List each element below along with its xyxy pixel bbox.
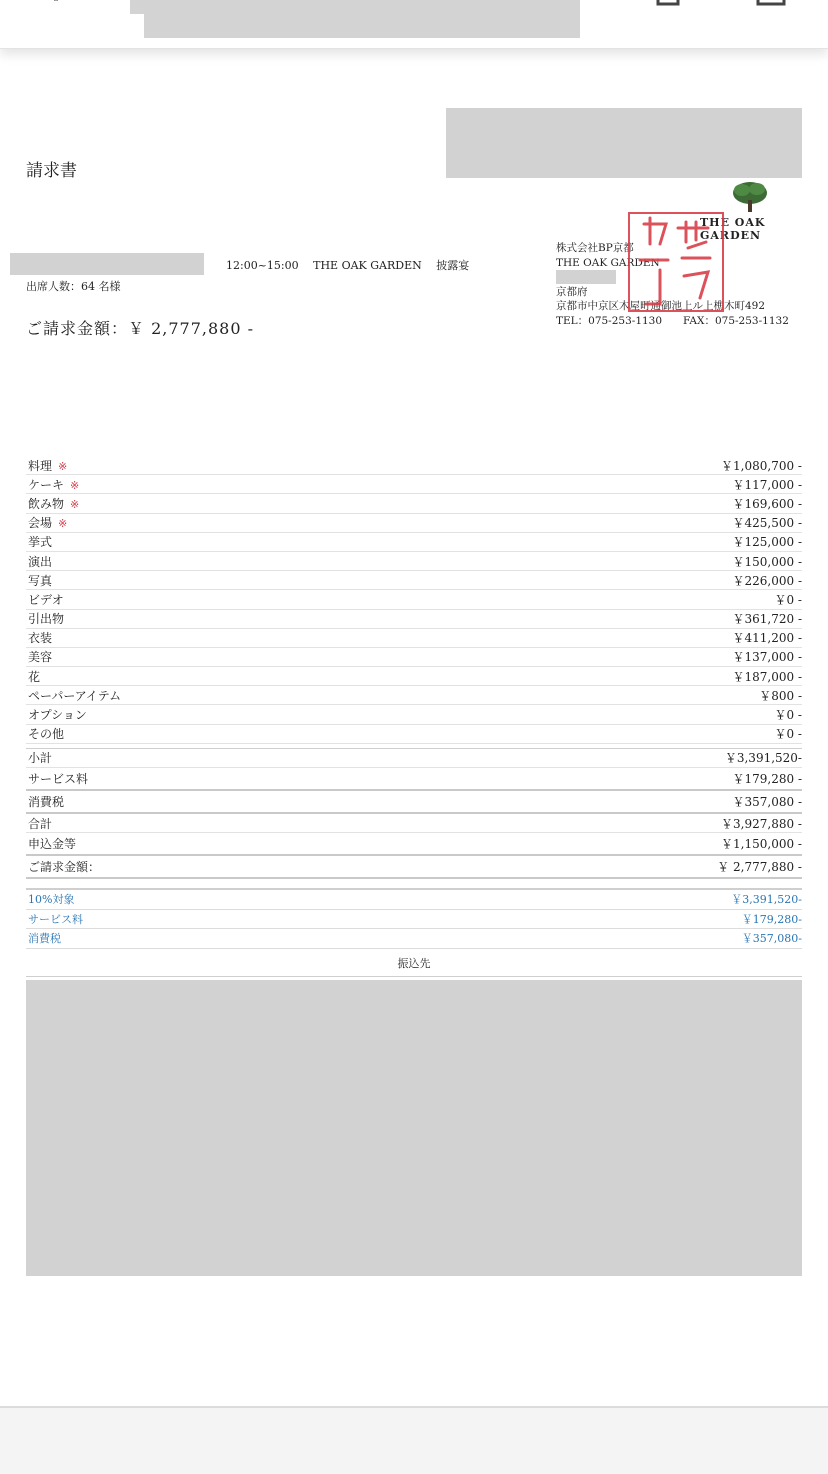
line-item-row: [26, 456, 802, 475]
company-line: 京都市中京区木屋町通御池上ル上樵木町492: [556, 300, 766, 312]
line-item-label: オプション: [28, 708, 87, 723]
line-item-amount: ￥169,600 -: [732, 496, 802, 511]
line-item-amount: ￥187,000 -: [732, 669, 802, 684]
redacted-block: [446, 108, 802, 178]
invoice-line-items: [26, 456, 802, 879]
line-item-label: その他: [28, 727, 65, 742]
bottom-navigation-bar: [0, 1406, 828, 1474]
line-item-label: ケーキ: [28, 477, 65, 492]
line-item-row: [26, 571, 802, 590]
line-item-label: 料理: [28, 458, 53, 473]
redacted-bank-details: [26, 980, 802, 1276]
billing-total-heading: ご請求金額：￥ 2,777,880 -: [26, 319, 255, 338]
line-item-row: [26, 705, 802, 724]
total-row: 合計 ￥3,927,880 -: [26, 814, 802, 833]
close-icon[interactable]: [36, 0, 76, 14]
tax-row: 消費税 ￥357,080-: [26, 929, 802, 949]
line-item-row: [26, 533, 802, 552]
viewer-toolbar: [0, 0, 828, 49]
line-item-amount: ￥0 -: [774, 727, 802, 742]
line-item-row: [26, 610, 802, 629]
company-line: 株式会社BP京都: [556, 242, 634, 254]
line-item-row: [26, 648, 802, 667]
line-item-amount: ￥425,500 -: [732, 516, 802, 531]
redacted-title: [130, 0, 580, 14]
line-item-label: 会場: [28, 516, 53, 531]
line-item-label: ペーパーアイテム: [28, 688, 122, 703]
line-item-row: [26, 475, 802, 494]
line-item-row: [26, 590, 802, 609]
company-line: THE OAK GARDEN: [556, 256, 660, 269]
company-line: 京都府: [556, 285, 588, 298]
line-item-amount: ￥411,200 -: [732, 631, 802, 646]
line-item-label: 挙式: [28, 535, 53, 550]
line-item-row: [26, 494, 802, 513]
subtotal-row: 小計 ￥3,391,520-: [26, 749, 802, 768]
line-item-label: 美容: [28, 650, 53, 665]
line-item-amount: ￥226,000 -: [732, 573, 802, 588]
bank-transfer-label: 振込先: [397, 957, 431, 970]
invoice-document: [0, 50, 828, 1410]
line-item-row: [26, 514, 802, 533]
line-item-amount: ￥0 -: [774, 708, 802, 723]
redacted-postal: [556, 270, 616, 284]
guest-count: 出席人数：64 名様: [26, 280, 121, 293]
line-item-row: [26, 629, 802, 648]
redacted-title: [144, 14, 580, 38]
line-item-amount: ￥150,000 -: [732, 554, 802, 569]
share-icon[interactable]: [652, 0, 700, 16]
reduced-tax-mark: ※: [70, 497, 80, 511]
line-item-row: [26, 725, 802, 744]
line-item-row: [26, 667, 802, 686]
redacted-client-name: [10, 253, 204, 275]
reduced-tax-mark: ※: [58, 459, 68, 473]
line-item-label: 飲み物: [28, 496, 65, 511]
reduced-tax-mark: ※: [70, 478, 80, 492]
company-seal-stamp: [628, 212, 724, 312]
line-item-amount: ￥117,000 -: [732, 477, 802, 492]
line-item-amount: ￥0 -: [774, 592, 802, 607]
line-item-label: 引出物: [28, 612, 65, 627]
document-title: 請求書: [26, 161, 77, 181]
service-charge-row: サービス料 ￥179,280 -: [26, 768, 802, 791]
tax-row: 10%対象 ￥3,391,520-: [26, 890, 802, 910]
bookmark-icon[interactable]: [752, 0, 792, 16]
line-item-label: ビデオ: [28, 592, 64, 607]
line-item-row: [26, 552, 802, 571]
line-item-label: 衣装: [28, 631, 53, 646]
line-item-amount: ￥125,000 -: [732, 535, 802, 550]
line-item-row: [26, 686, 802, 705]
line-item-label: 写真: [28, 573, 53, 588]
line-item-label: 演出: [28, 554, 53, 569]
line-item-amount: ￥1,080,700 -: [721, 458, 802, 473]
tax-breakdown: [26, 882, 802, 949]
tax-row: サービス料 ￥179,280-: [26, 910, 802, 930]
line-item-amount: ￥800 -: [759, 688, 802, 703]
oak-tree-logo: [730, 180, 770, 214]
line-item-label: 花: [28, 669, 41, 684]
event-info: 12:00~15:00 THE OAK GARDEN 披露宴: [226, 259, 470, 272]
stamp-glyphs: [630, 214, 722, 310]
company-phone: TEL：075-253-1130 FAX：075-253-1132: [556, 314, 789, 327]
brand-name: THE OAK GARDEN: [700, 216, 766, 242]
billing-amount-row: ご請求金額： ￥ 2,777,880 -: [26, 856, 802, 879]
consumption-tax-row: 消費税 ￥357,080 -: [26, 791, 802, 814]
reduced-tax-mark: ※: [58, 517, 68, 531]
line-item-amount: ￥361,720 -: [732, 612, 802, 627]
line-item-amount: ￥137,000 -: [732, 650, 802, 665]
deposit-row: 申込金等 ￥1,150,000 -: [26, 833, 802, 856]
